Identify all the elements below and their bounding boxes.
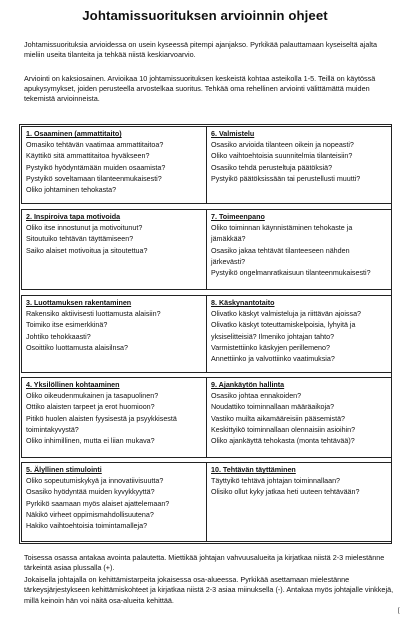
question-item: jämäkkää? bbox=[211, 235, 246, 244]
section-heading: 1. Osaaminen (ammattitaito) bbox=[26, 130, 122, 138]
question-item: Osoittiko luottamusta alaisilnsa? bbox=[26, 343, 129, 352]
question-item: Oliko oikeudenmukainen ja tasapuolinen? bbox=[26, 392, 159, 401]
question-item: Omasiko tehtävän vaatimaa ammattitaitoa? bbox=[26, 141, 164, 150]
section-heading: 5. Älyllinen stimulointi bbox=[26, 466, 102, 474]
section-heading: 2. Inspiroiva tapa motivoida bbox=[26, 213, 121, 221]
footer-paragraph-2 bbox=[24, 575, 400, 606]
question-item: Rakensiko aktiivisesti luottamusta alaisiin? bbox=[26, 310, 161, 319]
question-item: Oliko sopeutumiskykyä ja innovatiivisuutta? bbox=[26, 477, 164, 486]
intro-text-2: Arviointi on kaksiosainen. Arvioikaa 10 johtamissuorituksen keskeistä kohtaa asteikolla 1-5. Teillä on käytössä apukysymykset, joiden perusteella arvostelkaa suoritus. Tehkää oma rehellinen arviointi välittämättä muiden tekemistä arvioinneista. bbox=[24, 74, 376, 104]
intro-paragraph-1 bbox=[24, 40, 396, 60]
question-item: Ottiko alaisten tarpeet ja erot huomioon? bbox=[26, 403, 155, 412]
question-item: Pystyikö päätöksissään tai perustellusti muutti? bbox=[211, 174, 361, 183]
question-item: yksiselitteisiä? Ilmeniko johtajan tahto? bbox=[211, 332, 335, 341]
section-tehtavan-tayttaminen bbox=[206, 462, 392, 542]
question-item: Oliko ajankäyttä tehokasta (monta tehtävää)? bbox=[211, 437, 355, 446]
question-item: Olivatko käskyt toteuttamiskelpoisia, lyhyitä ja bbox=[211, 321, 356, 330]
question-item: Oliko toiminnan käynnistäminen tehokaste ja bbox=[211, 224, 353, 233]
question-item: Osasiko johtaa ennakoiden? bbox=[211, 392, 302, 401]
question-item: toimintakyvystä? bbox=[26, 425, 79, 434]
question-item: Osasiko arvioida tilanteen oikein ja nopeasti? bbox=[211, 141, 354, 150]
question-item: Olisiko ollut kyky jatkaa heti uuteen tehtävään? bbox=[211, 488, 360, 497]
intro-text-1: Johtamissuorituksia arvioidessa on usein kyseessä pitempi ajanjakso. Pyrkikää palauttamaan kyseiseltä ajalta mieliin useita tilanteita ja tehkää niistä keskiarvoarvio. bbox=[24, 40, 378, 60]
question-item: Osasiko tehdä perusteltuja päätöksiä? bbox=[211, 163, 333, 172]
section-kaskynantotaito bbox=[206, 295, 392, 373]
question-item: Oliko inhimillinen, mutta ei liian mukava? bbox=[26, 437, 155, 446]
section-inspiroiva-motivointi bbox=[21, 209, 207, 290]
question-item: Käyttikö sitä ammattitaitoa hyväkseen? bbox=[26, 152, 150, 161]
question-item: Oliko johtaminen tehokasta? bbox=[26, 186, 117, 195]
question-item: Näkikö virheet oppimismahdollisuutena? bbox=[26, 510, 154, 519]
section-heading: 9. Ajankäytön hallinta bbox=[211, 381, 285, 389]
question-item: Oliko vaihtoehtoisia suunnitelmia tilanteisiin? bbox=[211, 152, 353, 161]
question-item: järkevästi? bbox=[211, 257, 246, 266]
section-heading: 7. Toimeenpano bbox=[211, 213, 265, 221]
section-osaaminen bbox=[21, 126, 207, 204]
question-item: Noudattiko toiminnallaan määräaikoja? bbox=[211, 403, 335, 412]
question-item: Osasiko jakaa tehtävät tilanteeseen nähden bbox=[211, 246, 350, 255]
question-item: Olivatko käskyt valmisteluja ja riittävän ajoissa? bbox=[211, 310, 362, 319]
document-title: Johtamissuorituksen arvioinnin ohjeet bbox=[82, 8, 328, 23]
question-item: Hakiko vaihtoehtoisia toimintamalleja? bbox=[26, 522, 148, 531]
section-yksilollinen-kohtaaminen bbox=[21, 377, 207, 458]
question-item: Annettiinko ja valvottiinko vaatimuksia? bbox=[211, 355, 335, 364]
intro-paragraph-2 bbox=[24, 74, 396, 105]
question-item: Täyttyikö tehtävä johtajan toiminnallaan? bbox=[211, 477, 341, 486]
section-heading: 6. Valmistelu bbox=[211, 130, 255, 138]
footer-text-2: Jokaisella johtajalla on kehittämistarpeita jokaisessa osa-alueessa. Pyrkikää asettamaan mielestänne tärkeysjärjestykseen kehittämiskohteet ja kirjatkaa niistä 2-3 asiaa miinuksella (-). Antakaa myös johtajalle vinkkejä, millä keinoin hän voi näitä osa-alueita kehittää. bbox=[24, 575, 394, 605]
page-marker: [ bbox=[398, 608, 400, 614]
section-valmistelu bbox=[206, 126, 392, 204]
section-heading: 8. Käskynantotaito bbox=[211, 299, 275, 307]
question-item: Varmistettiinko käskyjen perillemeno? bbox=[211, 343, 330, 352]
section-luottamus bbox=[21, 295, 207, 373]
question-item: Oliko itse innostunut ja motivoitunut? bbox=[26, 224, 143, 233]
question-item: Pitikö huolen alaisten fyysisestä ja psyykkisestä bbox=[26, 414, 177, 423]
section-ajankayton-hallinta bbox=[206, 377, 392, 458]
section-toimeenpano bbox=[206, 209, 392, 290]
question-item: Sitoutuiko tehtävän täyttämiseen? bbox=[26, 235, 134, 244]
question-item: Pystyikö hyödyntämään muiden osaamista? bbox=[26, 163, 166, 172]
question-item: Keskittyikö toiminnallaan olennaisiin asioihin? bbox=[211, 425, 356, 434]
question-item: Toimiko itse esimerkkinä? bbox=[26, 321, 108, 330]
question-item: Pystyikö ongelmanratkaisuun tilanteenmukaisesti? bbox=[211, 269, 371, 278]
question-item: Osasiko hyödyntää muiden kyvykkyyttä? bbox=[26, 488, 155, 497]
question-item: Johtiko tehokkaasti? bbox=[26, 332, 91, 341]
section-heading: 3. Luottamuksen rakentaminen bbox=[26, 299, 132, 307]
question-item: Pystyikö soveltamaan tilanteenmukaisesti? bbox=[26, 174, 162, 183]
question-item: Vastiko muilta aikamääreisiin pääsemistä? bbox=[211, 414, 346, 423]
section-allyllinen-stimulointi bbox=[21, 462, 207, 542]
section-heading: 4. Yksilöllinen kohtaaminen bbox=[26, 381, 120, 389]
question-item: Saiko alaiset motivoitua ja sitoutettua? bbox=[26, 246, 148, 255]
question-item: Pyrkikö saamaan myös alaiset ajattelemaan? bbox=[26, 499, 170, 508]
footer-text-1: Toisessa osassa antakaa avointa palautetta. Miettikää johtajan vahvuusalueita ja kirjatkaa niistä 2-3 mielestänne tärkeintä asiaa plussalla (+). bbox=[24, 553, 385, 573]
footer-paragraph-1 bbox=[24, 553, 400, 574]
section-heading: 10. Tehtävän täyttäminen bbox=[211, 466, 296, 474]
